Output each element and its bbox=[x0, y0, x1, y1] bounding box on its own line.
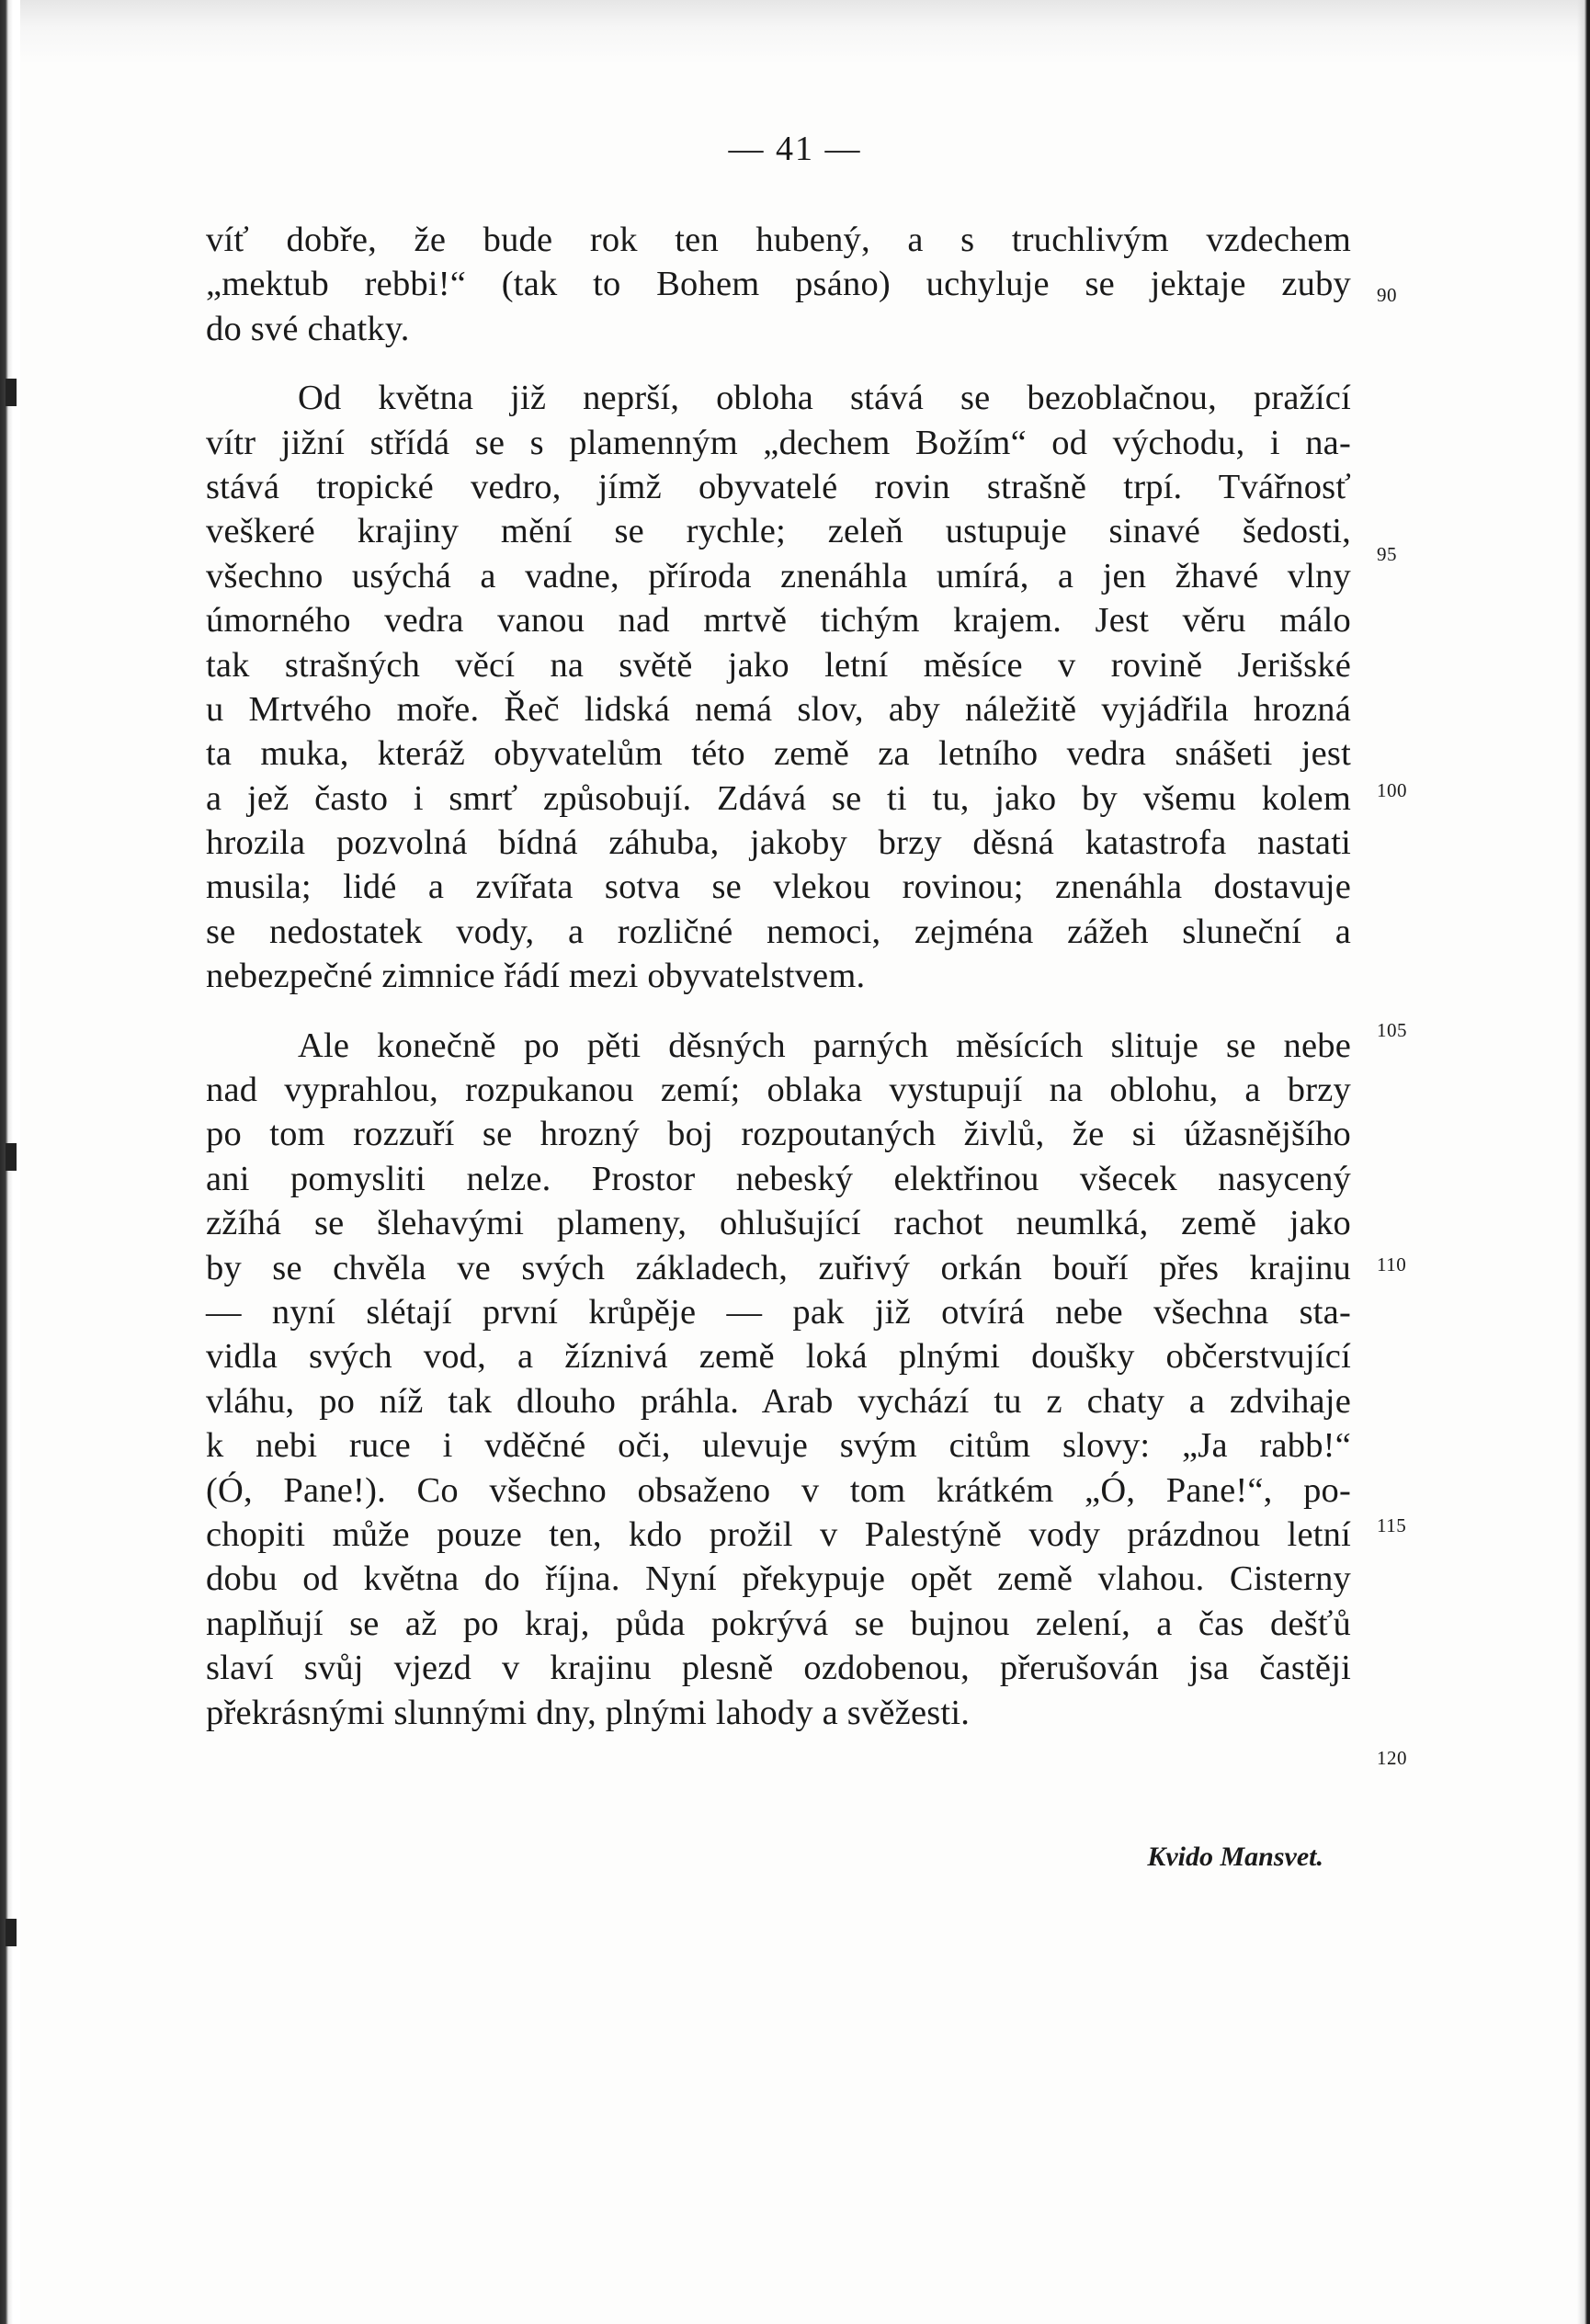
page-number: — 41 — bbox=[728, 130, 862, 168]
text-line: zžíhá se šlehavými plameny, ohlušující rachot neumlká, země jako bbox=[206, 1204, 1351, 1243]
text-line: po tom rozzuří se hrozný boj rozpoutaných živlů, že si úžasnějšího bbox=[206, 1115, 1351, 1154]
line-number: 100 bbox=[1377, 779, 1407, 801]
line-number: 105 bbox=[1377, 1019, 1407, 1041]
text-line: vítr jižní střídá se s plamenným „dechem Božím“ od východu, i na- bbox=[206, 423, 1351, 462]
text-line: dobu od května do října. Nyní překypuje opět země vlahou. Cisterny bbox=[206, 1559, 1351, 1599]
text-line: ani pomysliti nelze. Prostor nebeský elektřinou všecek nasycený bbox=[206, 1159, 1351, 1198]
line-number: 110 bbox=[1377, 1253, 1407, 1275]
text-line: nebezpečné zimnice řádí mezi obyvatelstvem. bbox=[206, 957, 866, 996]
text-line: by se chvěla ve svých základech, zuřivý orkán bouří přes krajinu bbox=[206, 1248, 1351, 1287]
text-line: slaví svůj vjezd v krajinu plesně ozdobenou, přerušován jsa častěji bbox=[206, 1649, 1351, 1688]
text-line: u Mrtvého moře. Řeč lidská nemá slov, aby náležitě vyjádřila hrozná bbox=[206, 689, 1351, 729]
binding-mark bbox=[6, 1919, 17, 1946]
author-signature: Kvido Mansvet. bbox=[1147, 1842, 1323, 1872]
text-line: k nebi ruce i vděčné oči, ulevuje svým citům slovy: „Ja rabb!“ bbox=[206, 1426, 1351, 1466]
text-line: ta muka, kteráž obyvatelům této země za letního vedra snášeti jest bbox=[206, 734, 1351, 774]
line-number: 90 bbox=[1377, 284, 1397, 306]
body-text bbox=[206, 218, 1351, 1735]
scan-shadow-top bbox=[0, 0, 1590, 64]
text-line: (Ó, Pane!). Co všechno obsaženo v tom krátkém „Ó, Pane!“, po- bbox=[206, 1470, 1351, 1510]
text-line: naplňují se až po kraj, půda pokrývá se bujnou zelení, a čas dešťů bbox=[206, 1604, 1351, 1643]
text-line: do své chatky. bbox=[206, 309, 410, 348]
line-number: 115 bbox=[1377, 1514, 1407, 1536]
text-line: a jež často i smrť způsobují. Zdává se ti tu, jako by všemu kolem bbox=[206, 778, 1351, 818]
text-line: „mektub rebbi!“ (tak to Bohem psáno) uchyluje se jektaje zuby bbox=[206, 265, 1351, 304]
text-line: víť dobře, že bude rok ten hubený, a s truchlivým vzdechem bbox=[206, 221, 1351, 259]
text-line: chopiti může pouze ten, kdo prožil v Palestýně vody prázdnou letní bbox=[206, 1514, 1351, 1554]
text-line: nad vyprahlou, rozpukanou zemí; oblaka vystupují na oblohu, a brzy bbox=[206, 1071, 1351, 1110]
text-line: Od května již neprší, obloha stává se bezoblačnou, pražící bbox=[298, 379, 1351, 418]
text-line: Ale konečně po pěti děsných parných měsících slituje se nebe bbox=[298, 1026, 1351, 1065]
text-line: vidla svých vod, a žíznivá země loká plnými doušky občerstvující bbox=[206, 1337, 1351, 1377]
text-line: úmorného vedra vanou nad mrtvě tichým krajem. Jest věru málo bbox=[206, 601, 1351, 641]
text-line: tak strašných věcí na světě jako letní měsíce v rovině Jerišské bbox=[206, 645, 1351, 685]
text-line: — nyní slétají první krůpěje — pak již otvírá nebe všechna sta- bbox=[206, 1292, 1351, 1332]
binding-mark bbox=[6, 379, 17, 406]
text-line: se nedostatek vody, a rozličné nemoci, zejména zážeh sluneční a bbox=[206, 912, 1351, 951]
binding-mark bbox=[6, 1143, 17, 1171]
scan-edge-right bbox=[1577, 0, 1590, 2324]
text-line: stává tropické vedro, jímž obyvatelé rovin strašně trpí. Tvářnosť bbox=[206, 467, 1351, 506]
text-line: veškeré krajiny mění se rychle; zeleň ustupuje sinavé šedosti, bbox=[206, 512, 1351, 551]
line-number: 120 bbox=[1377, 1747, 1407, 1769]
text-line: překrásnými slunnými dny, plnými lahody a svěžesti. bbox=[206, 1693, 971, 1732]
text-line: všechno usýchá a vadne, příroda znenáhla umírá, a jen žhavé vlny bbox=[206, 556, 1351, 595]
text-line: musila; lidé a zvířata sotva se vlekou rovinou; znenáhla dostavuje bbox=[206, 867, 1351, 907]
text-line: vláhu, po níž tak dlouho práhla. Arab vychází tu z chaty a zdvihaje bbox=[206, 1381, 1351, 1421]
line-number: 95 bbox=[1377, 543, 1397, 565]
text-line: hrozila pozvolná bídná záhuba, jakoby brzy děsná katastrofa nastati bbox=[206, 823, 1351, 863]
